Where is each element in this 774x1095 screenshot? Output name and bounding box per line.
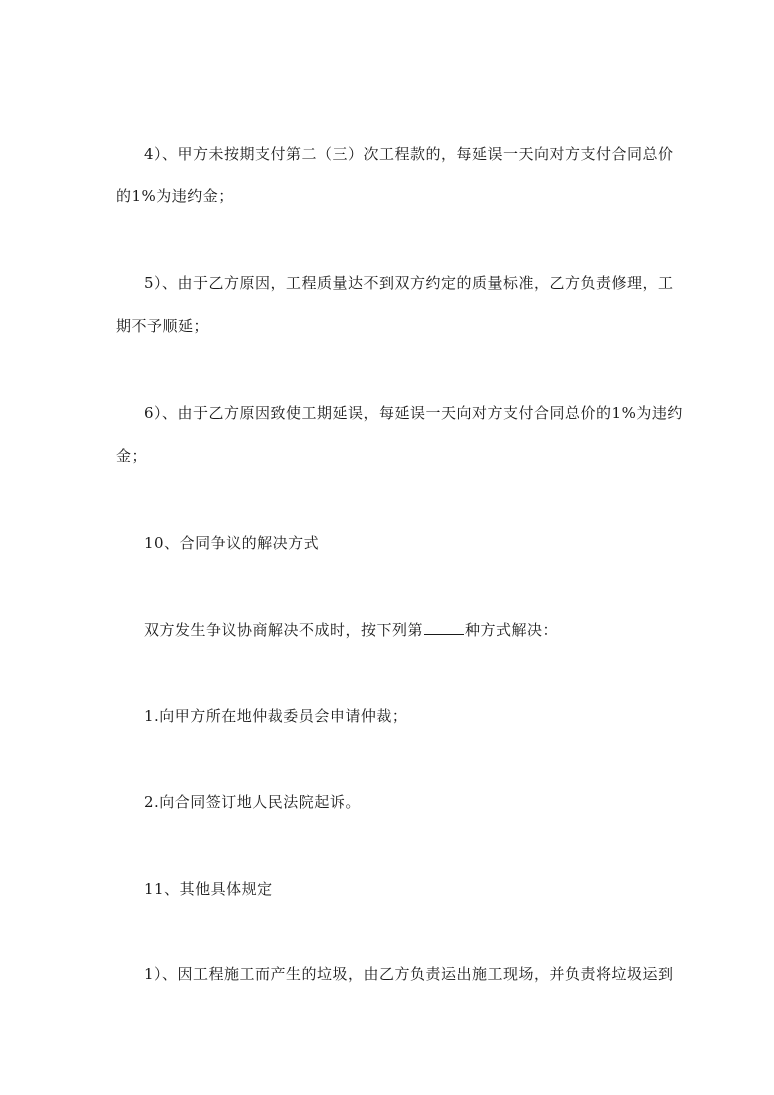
section-10-heading: 10、合同争议的解决方式 — [144, 534, 320, 552]
clause-5-line-1: 5）、由于乙方原因，工程质量达不到双方约定的质量标准，乙方负责修理，工 — [144, 274, 674, 292]
clause-4-line-2: 的1%为违约金； — [116, 187, 234, 205]
clause-5-line-2: 期不予顺延； — [116, 317, 210, 335]
section-11-item-1-line-1: 1）、因工程施工而产生的垃圾，由乙方负责运出施工现场，并负责将垃圾运到 — [144, 965, 674, 983]
dispute-text-before: 双方发生争议协商解决不成时，按下列第 — [144, 621, 424, 639]
resolution-option-1: 1.向甲方所在地仲裁委员会申请仲裁； — [144, 707, 408, 725]
dispute-resolution-sentence — [144, 620, 704, 640]
section-11-heading: 11、其他具体规定 — [144, 880, 273, 898]
clause-4-line-1: 4）、甲方未按期支付第二（三）次工程款的，每延误一天向对方支付合同总价 — [144, 145, 674, 163]
resolution-option-2: 2.向合同签订地人民法院起诉。 — [144, 793, 361, 811]
fill-in-blank — [424, 620, 464, 635]
clause-6-line-2: 金； — [116, 447, 148, 465]
clause-6-line-1: 6）、由于乙方原因致使工期延误，每延误一天向对方支付合同总价的1%为违约 — [144, 404, 683, 422]
dispute-text-after: 种方式解决： — [465, 621, 559, 639]
